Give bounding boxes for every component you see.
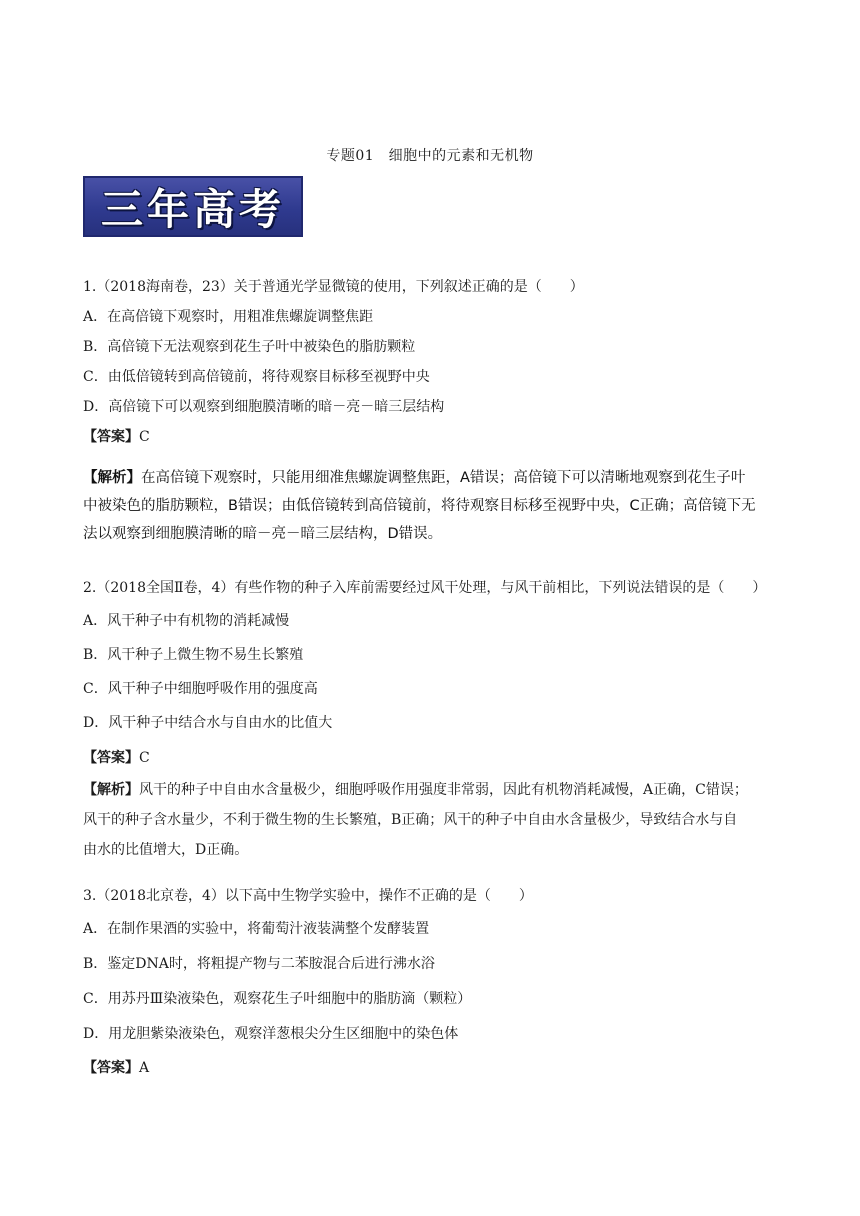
q1-analysis-line-3: 法以观察到细胞膜清晰的暗－亮－暗三层结构，D错误。 bbox=[83, 526, 443, 542]
q3-stem: 3.（2018北京卷，4）以下高中生物学实验中，操作不正确的是（ ） bbox=[83, 888, 533, 904]
q2-answer bbox=[83, 747, 150, 767]
q1-option-a: A．在高倍镜下观察时，用粗准焦螺旋调整焦距 bbox=[83, 309, 374, 325]
q1-answer-label: 【答案】 bbox=[83, 429, 139, 445]
q2-option-c: C．风干种子中细胞呼吸作用的强度高 bbox=[83, 681, 318, 697]
q3-option-b: B．鉴定DNA时，将粗提产物与二苯胺混合后进行沸水浴 bbox=[83, 956, 435, 972]
q2-analysis-line-3: 由水的比值增大，D正确。 bbox=[83, 842, 249, 858]
q2-option-b: B．风干种子上微生物不易生长繁殖 bbox=[83, 647, 304, 663]
q1-analysis-line-2: 中被染色的脂肪颗粒，B错误；由低倍镜转到高倍镜前，将待观察目标移至视野中央，C正确；高倍镜下无 bbox=[83, 498, 756, 514]
q1-option-b: B．高倍镜下无法观察到花生子叶中被染色的脂肪颗粒 bbox=[83, 339, 416, 355]
banner-text: 三年高考 bbox=[100, 184, 285, 234]
q2-stem: 2.（2018全国Ⅱ卷，4）有些作物的种子入库前需要经过风干处理，与风干前相比，下列说法错误的是（ ） bbox=[83, 580, 767, 596]
q2-option-a: A．风干种子中有机物的消耗减慢 bbox=[83, 613, 290, 629]
q2-analysis-line-2: 风干的种子含水量少，不利于微生物的生长繁殖，B正确；风干的种子中自由水含量极少，导致结合水与自 bbox=[83, 812, 738, 828]
q2-analysis-line-1: 风干的种子中自由水含量极少，细胞呼吸作用强度非常弱，因此有机物消耗减慢，A正确，C错误； bbox=[139, 782, 748, 798]
q3-answer bbox=[83, 1057, 149, 1077]
q3-answer-value: A bbox=[139, 1060, 150, 1076]
q3-answer-label: 【答案】 bbox=[83, 1060, 139, 1076]
q1-analysis bbox=[83, 464, 783, 548]
page-title: 专题01 细胞中的元素和无机物 bbox=[326, 148, 534, 164]
q3-option-d: D．用龙胆紫染液染色，观察洋葱根尖分生区细胞中的染色体 bbox=[83, 1026, 459, 1042]
q1-stem: 1.（2018海南卷，23）关于普通光学显微镜的使用，下列叙述正确的是（ ） bbox=[83, 279, 584, 295]
q3-option-a: A．在制作果酒的实验中，将葡萄汁液装满整个发酵装置 bbox=[83, 921, 430, 937]
q2-option-d: D．风干种子中结合水与自由水的比值大 bbox=[83, 715, 333, 731]
section-banner bbox=[83, 176, 303, 237]
q1-answer bbox=[83, 426, 150, 446]
q1-answer-value: C bbox=[139, 429, 150, 445]
q2-analysis bbox=[83, 775, 783, 865]
q1-option-c: C．由低倍镜转到高倍镜前，将待观察目标移至视野中央 bbox=[83, 369, 430, 385]
q1-analysis-label: 【解析】 bbox=[83, 470, 141, 486]
q2-answer-value: C bbox=[139, 750, 150, 766]
q2-answer-label: 【答案】 bbox=[83, 750, 139, 766]
q1-analysis-line-1: 在高倍镜下观察时，只能用细准焦螺旋调整焦距，A错误；高倍镜下可以清晰地观察到花生子叶 bbox=[141, 470, 746, 486]
q3-option-c: C．用苏丹Ⅲ染液染色，观察花生子叶细胞中的脂肪滴（颗粒） bbox=[83, 991, 472, 1007]
q1-option-d: D．高倍镜下可以观察到细胞膜清晰的暗－亮－暗三层结构 bbox=[83, 399, 445, 415]
q2-analysis-label: 【解析】 bbox=[83, 782, 139, 798]
